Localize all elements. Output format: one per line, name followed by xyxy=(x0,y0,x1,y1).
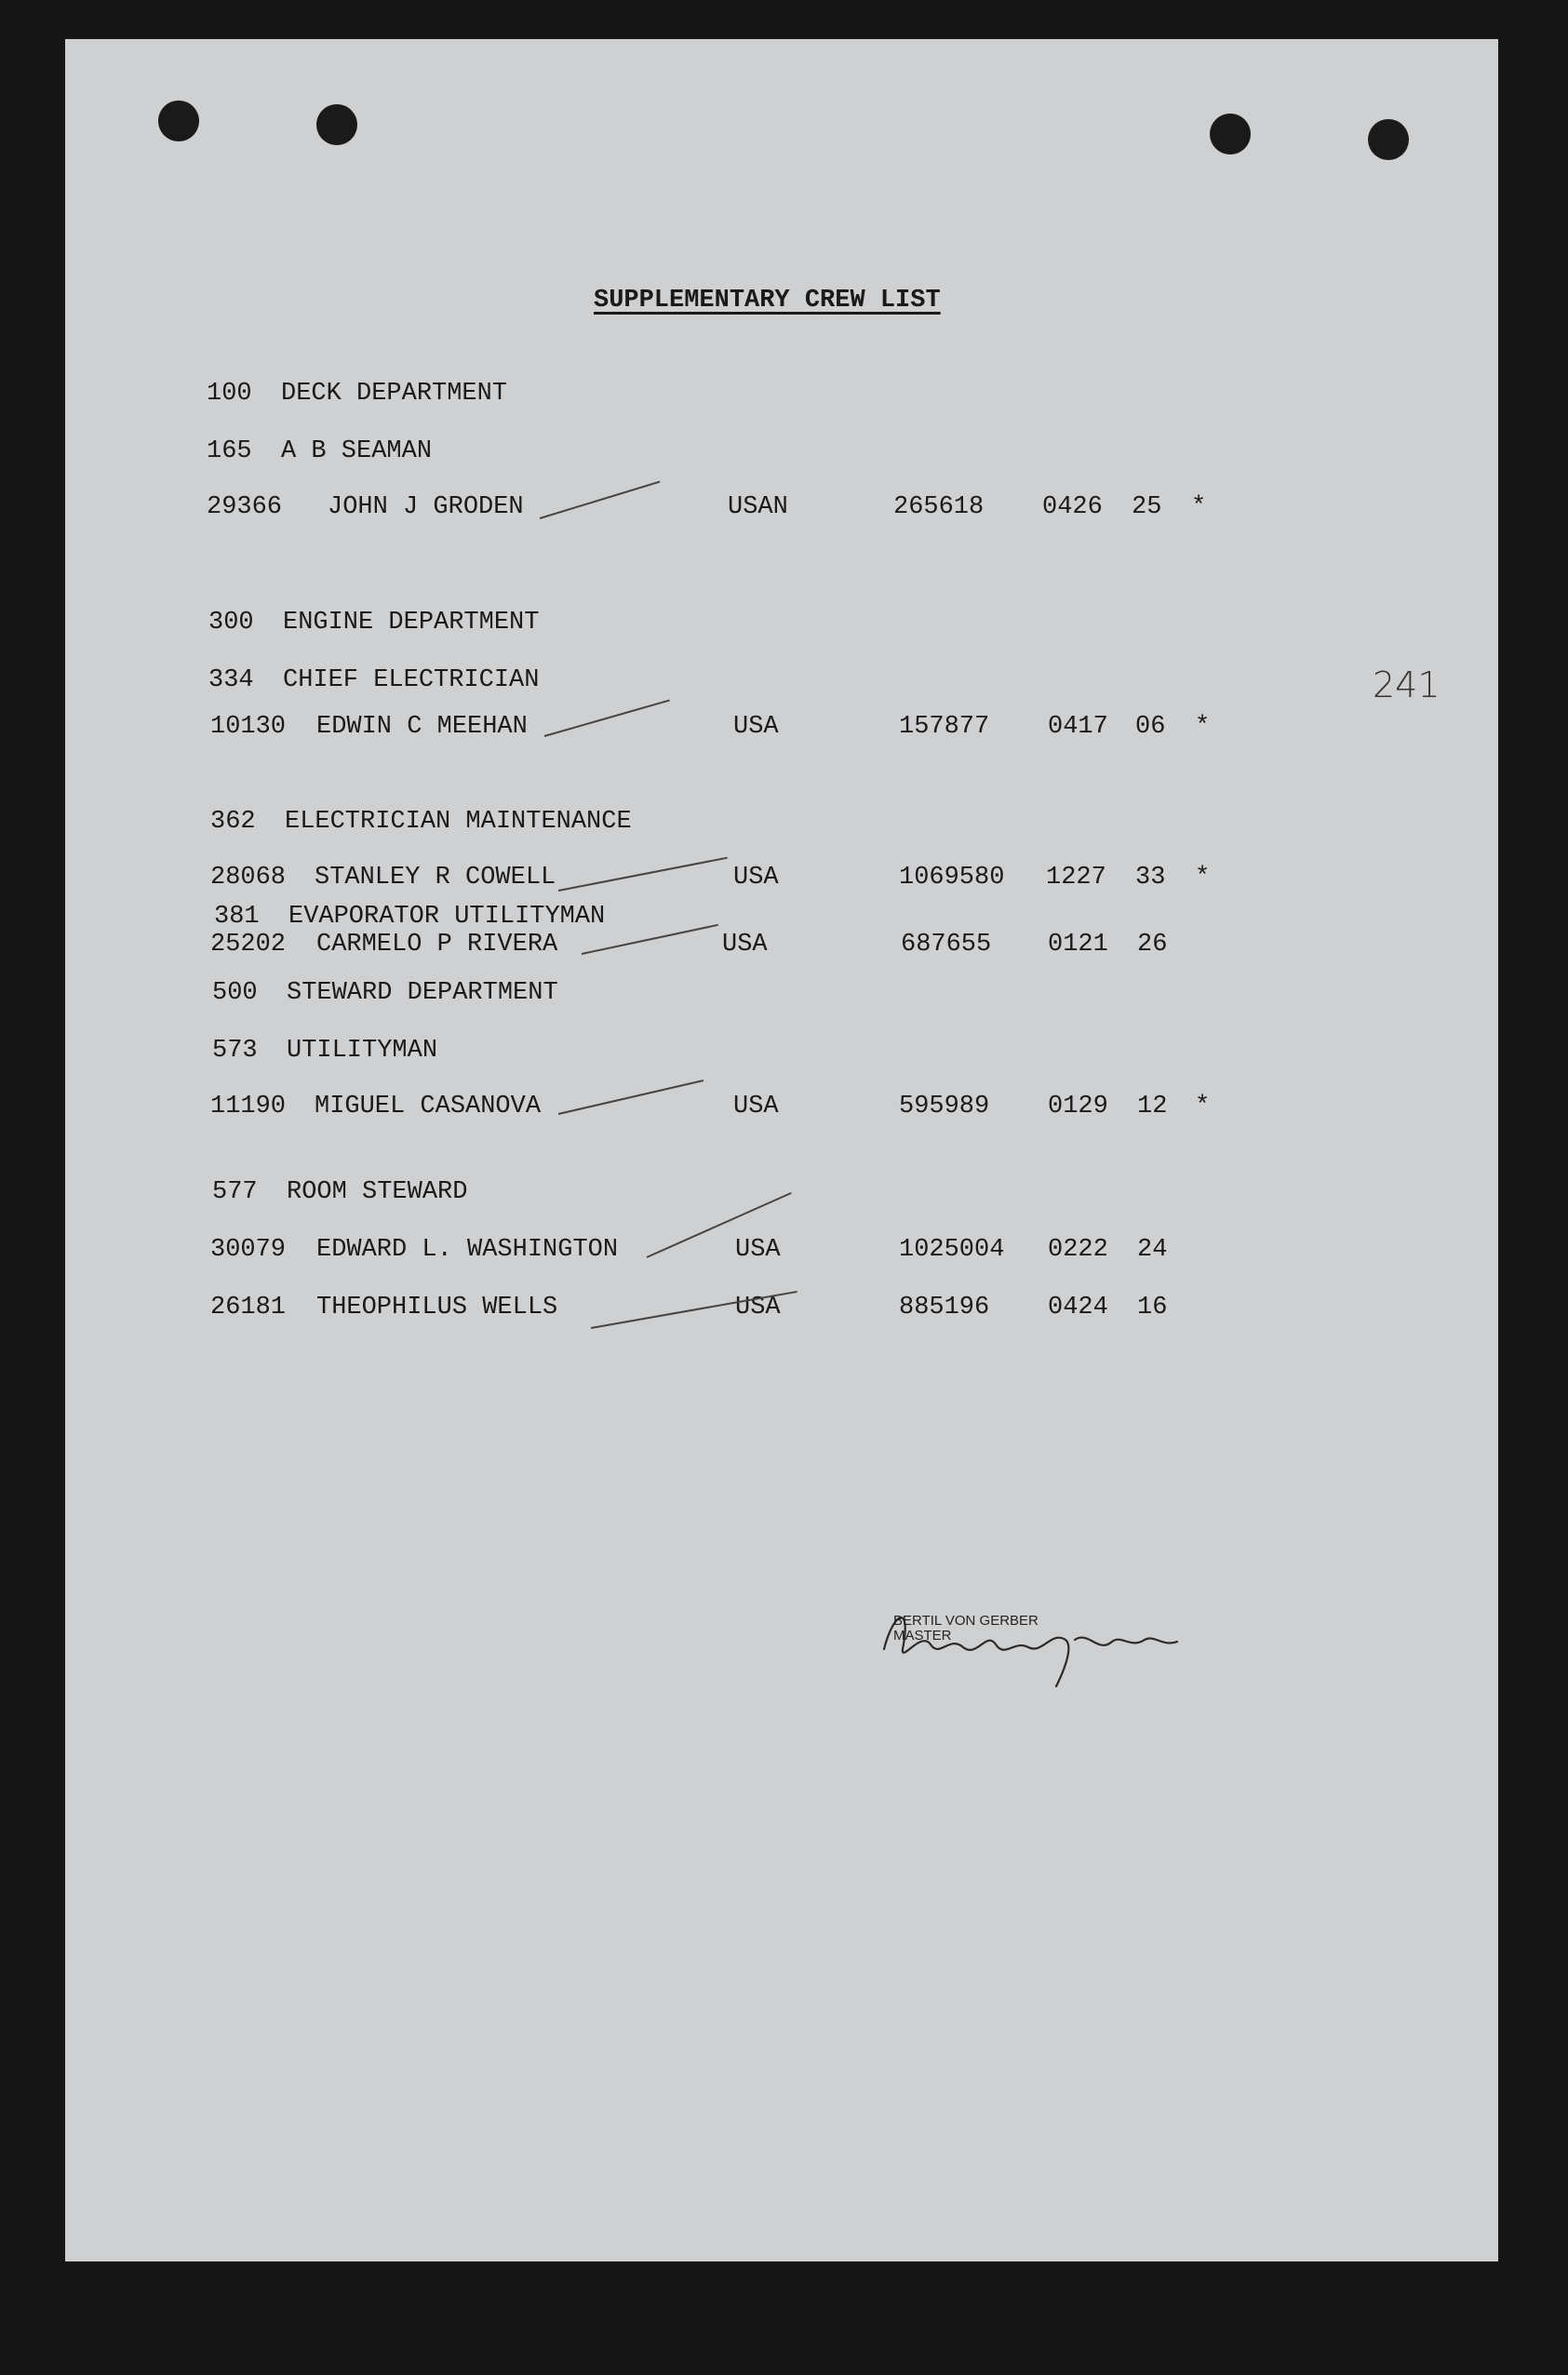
crew-count: 26 xyxy=(1137,931,1168,959)
section-label: CHIEF ELECTRICIAN xyxy=(283,666,540,694)
crew-date: 0222 xyxy=(1048,1236,1108,1264)
crew-date: 0424 xyxy=(1048,1294,1108,1322)
crew-name: THEOPHILUS WELLS xyxy=(316,1294,558,1322)
section-label: A B SEAMAN xyxy=(281,437,433,465)
crew-certificate: 1025004 xyxy=(899,1236,1005,1264)
crew-number: 28068 xyxy=(210,864,287,892)
page-number: 241 xyxy=(1373,664,1441,705)
crew-number: 10130 xyxy=(210,713,287,741)
crew-date: 0121 xyxy=(1048,931,1108,959)
crew-nationality: USA xyxy=(735,1294,781,1322)
crew-certificate: 157877 xyxy=(899,713,990,741)
crew-nationality: USA xyxy=(733,864,779,892)
crew-number: 25202 xyxy=(210,931,287,959)
document-title: SUPPLEMENTARY CREW LIST xyxy=(594,287,941,315)
section-label: ROOM STEWARD xyxy=(287,1178,468,1206)
section-label: EVAPORATOR UTILITYMAN xyxy=(288,903,606,931)
section-code: 165 xyxy=(207,437,252,465)
crew-count: 12 xyxy=(1137,1093,1168,1120)
crew-count: 16 xyxy=(1137,1294,1168,1322)
section-code: 577 xyxy=(212,1178,258,1206)
crew-mark: * xyxy=(1195,1093,1211,1120)
crew-mark: * xyxy=(1191,493,1207,521)
crew-count: 24 xyxy=(1137,1236,1168,1264)
crew-nationality: USA xyxy=(733,713,779,741)
crew-date: 0417 xyxy=(1048,713,1108,741)
check-mark xyxy=(540,481,661,519)
crew-date: 0129 xyxy=(1048,1093,1108,1120)
crew-date: 1227 xyxy=(1046,864,1106,892)
crew-certificate: 595989 xyxy=(899,1093,990,1120)
section-code: 500 xyxy=(212,979,258,1007)
check-mark xyxy=(558,857,728,892)
section-label: ENGINE DEPARTMENT xyxy=(283,609,540,637)
check-mark xyxy=(558,1080,704,1115)
signature-role: MASTER xyxy=(893,1628,952,1644)
signature-name: BERTIL VON GERBER xyxy=(893,1613,1039,1629)
crew-mark: * xyxy=(1195,713,1211,741)
punch-hole xyxy=(316,104,357,145)
crew-certificate: 265618 xyxy=(893,493,985,521)
crew-name: EDWIN C MEEHAN xyxy=(316,713,528,741)
crew-mark: * xyxy=(1195,864,1211,892)
document-page xyxy=(65,39,1498,2261)
crew-name: STANLEY R COWELL xyxy=(315,864,556,892)
section-code: 300 xyxy=(208,609,254,637)
crew-number: 11190 xyxy=(210,1093,287,1120)
section-label: ELECTRICIAN MAINTENANCE xyxy=(285,808,632,836)
section-code: 381 xyxy=(214,903,260,931)
section-label: STEWARD DEPARTMENT xyxy=(287,979,558,1007)
punch-hole xyxy=(1368,119,1409,160)
section-code: 573 xyxy=(212,1037,258,1065)
crew-count: 06 xyxy=(1135,713,1166,741)
crew-name: MIGUEL CASANOVA xyxy=(315,1093,542,1120)
crew-certificate: 885196 xyxy=(899,1294,990,1322)
section-label: DECK DEPARTMENT xyxy=(281,380,508,408)
check-mark xyxy=(544,699,670,737)
crew-number: 30079 xyxy=(210,1236,287,1264)
crew-name: JOHN J GRODEN xyxy=(328,493,524,521)
crew-number: 29366 xyxy=(207,493,283,521)
section-code: 100 xyxy=(207,380,252,408)
signature-graphic xyxy=(875,1593,1210,1705)
crew-name: EDWARD L. WASHINGTON xyxy=(316,1236,619,1264)
section-code: 334 xyxy=(208,666,254,694)
section-code: 362 xyxy=(210,808,256,836)
crew-nationality: USA xyxy=(735,1236,781,1264)
crew-count: 25 xyxy=(1132,493,1162,521)
crew-nationality: USAN xyxy=(728,493,788,521)
crew-number: 26181 xyxy=(210,1294,287,1322)
crew-name: CARMELO P RIVERA xyxy=(316,931,558,959)
punch-hole xyxy=(1210,114,1251,154)
crew-nationality: USA xyxy=(733,1093,779,1120)
crew-nationality: USA xyxy=(722,931,768,959)
crew-count: 33 xyxy=(1135,864,1166,892)
section-label: UTILITYMAN xyxy=(287,1037,438,1065)
punch-hole xyxy=(158,101,199,141)
crew-certificate: 1069580 xyxy=(899,864,1005,892)
crew-certificate: 687655 xyxy=(901,931,992,959)
crew-date: 0426 xyxy=(1042,493,1103,521)
